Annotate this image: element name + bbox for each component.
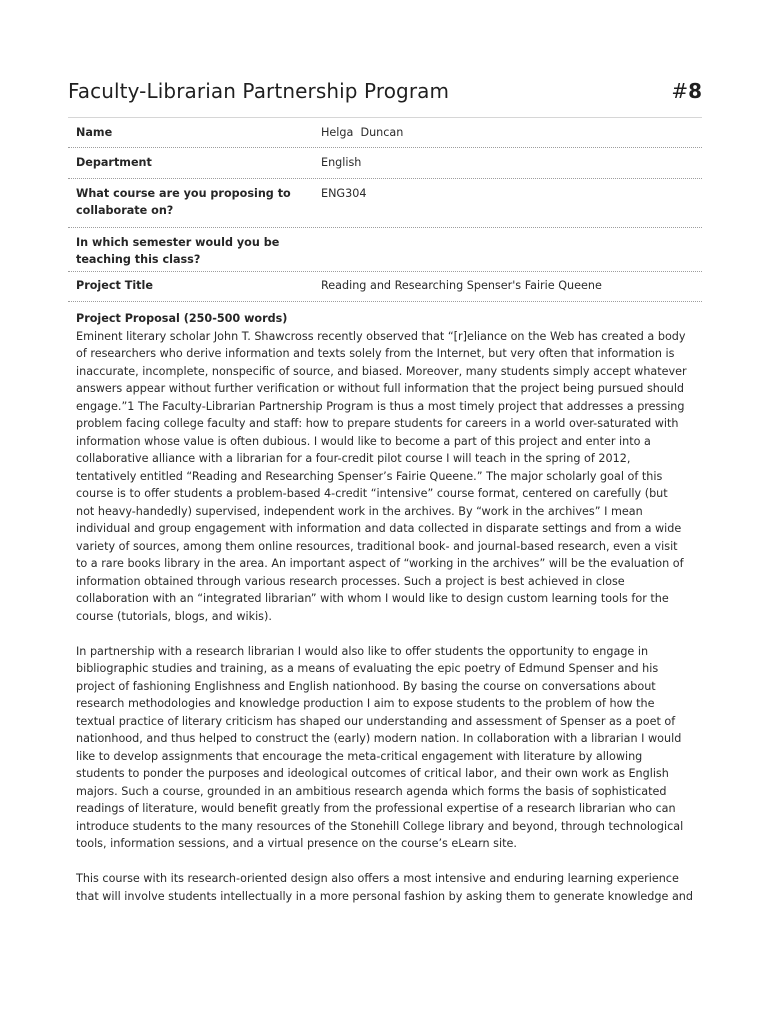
proposal-line: introduce students to the many resources of the Stonehill College library and beyond, through technological (76, 819, 684, 833)
proposal-line: like to develop assignments that encourage the meta-critical engagement with literature by allowing (76, 749, 643, 763)
field-row-semester (68, 228, 702, 272)
proposal-line: variety of sources, among them online resources, traditional book- and journal-based research, even a visit (76, 539, 678, 553)
form-page (68, 76, 702, 903)
proposal-heading: Project Proposal (250-500 words) (76, 312, 288, 325)
proposal-line: answers appear without further verification or without full information that the project being pursued should (76, 382, 685, 395)
proposal-line: tools, information sessions, and a virtual presence on the course’s eLearn site. (76, 837, 517, 850)
field-value-name: Helga Duncan (321, 126, 404, 139)
field-label-semester: In which semester would you be teaching this class? (76, 236, 280, 266)
field-value-project-title: Reading and Researching Spenser's Fairie Queene (321, 279, 602, 292)
proposal-line: inaccurate, incomplete, nonspecific of source, and biased. Moreover, many students simply accept whatever (76, 364, 687, 378)
proposal-line: not heavy-handedly) supervised, independent work in the archives. By “work in the archives” I mean (76, 504, 643, 518)
field-label-department: Department (76, 156, 152, 169)
proposal-line: information whose value is often dubious. I would like to become a part of this project and enter into a (76, 434, 651, 448)
proposal-line: problem facing college faculty and staff: how to prepare students for careers in a world over-saturated with (76, 417, 679, 430)
proposal-paragraph (76, 328, 702, 626)
page-title: Faculty-Librarian Partnership Program (68, 79, 450, 103)
field-value-course: ENG304 (321, 187, 367, 200)
proposal-line: course (tutorials, blogs, and wikis). (76, 609, 272, 623)
submission-number-value: 8 (688, 79, 702, 103)
proposal-line: students to ponder the purposes and ideological outcomes of critical labor, and their own work as English (76, 767, 669, 780)
field-value-department: English (321, 156, 362, 169)
proposal-line: readings of literature, would benefit greatly from the professional expertise of a research librarian who can (76, 802, 676, 815)
proposal-line: Eminent literary scholar John T. Shawcross recently observed that “[r]eliance on the Web has created a body (76, 329, 686, 343)
field-label-project-title: Project Title (76, 279, 153, 292)
field-row-name (68, 118, 702, 148)
proposal-line: collaborative alliance with a librarian for a four-credit pilot course I will teach in the spring of 2012, (76, 452, 631, 465)
field-label-name: Name (76, 126, 113, 139)
proposal-line: of researchers who derive information and texts solely from the Internet, but very often that information is (76, 347, 675, 360)
field-row-department (68, 148, 702, 179)
proposal-line: In partnership with a research librarian I would also like to offer students the opportunity to engage in (76, 644, 649, 658)
submission-number (671, 76, 702, 106)
proposal-line: information obtained through various research processes. Such a project is best achieved in close (76, 574, 625, 588)
proposal-line: bibliographic studies and training, as a means of evaluating the epic poetry of Edmund Spenser and his (76, 662, 659, 675)
proposal-line: to a rare books library in the area. An important aspect of “working in the archives” will be the evaluation of (76, 557, 684, 570)
field-row-course (68, 179, 702, 228)
proposal-line: collaboration with an “integrated librarian” with whom I would like to design custom learning tools for the (76, 592, 669, 605)
form-fields (68, 118, 702, 302)
proposal-line: This course with its research-oriented design also offers a most intensive and enduring learning experience (76, 872, 679, 885)
proposal-line: tentatively entitled “Reading and Researching Spenser’s Fairie Queene.” The major scholarly goal of this (76, 469, 663, 483)
proposal-paragraph (76, 870, 702, 905)
submission-number-hash: # (671, 79, 689, 103)
page-header (68, 76, 702, 108)
field-row-project-title (68, 272, 702, 302)
proposal-line: project of fashioning Englishness and English nationhood. By basing the course on conversations about (76, 679, 656, 693)
proposal-paragraph (76, 643, 702, 853)
proposal-body (76, 328, 702, 906)
proposal-line: that will involve students intellectually in a more personal fashion by asking them to generate knowledge and (76, 889, 694, 903)
proposal-line: individual and group engagement with information and data collected in disparate settings and from a wide (76, 522, 682, 535)
field-label-course: What course are you proposing to collaborate on? (76, 187, 291, 217)
proposal-line: research methodologies and knowledge production I aim to expose students to the problem of how the (76, 697, 655, 710)
proposal-line: textual practice of literary criticism has shaped our understanding and assessment of Spenser as a poet of (76, 714, 676, 728)
project-proposal (76, 310, 702, 923)
proposal-line: nationhood, and thus helped to construct the (early) modern nation. In collaboration with a librarian I would (76, 732, 682, 745)
proposal-line: engage.”1 The Faculty-Librarian Partnership Program is thus a most timely project that addresses a pressing (76, 399, 685, 413)
proposal-line: majors. Such a course, grounded in an ambitious research agenda which forms the basis of sophisticated (76, 784, 667, 798)
proposal-line: course is to offer students a problem-based 4-credit “intensive” course format, centered on carefully (but (76, 487, 668, 500)
